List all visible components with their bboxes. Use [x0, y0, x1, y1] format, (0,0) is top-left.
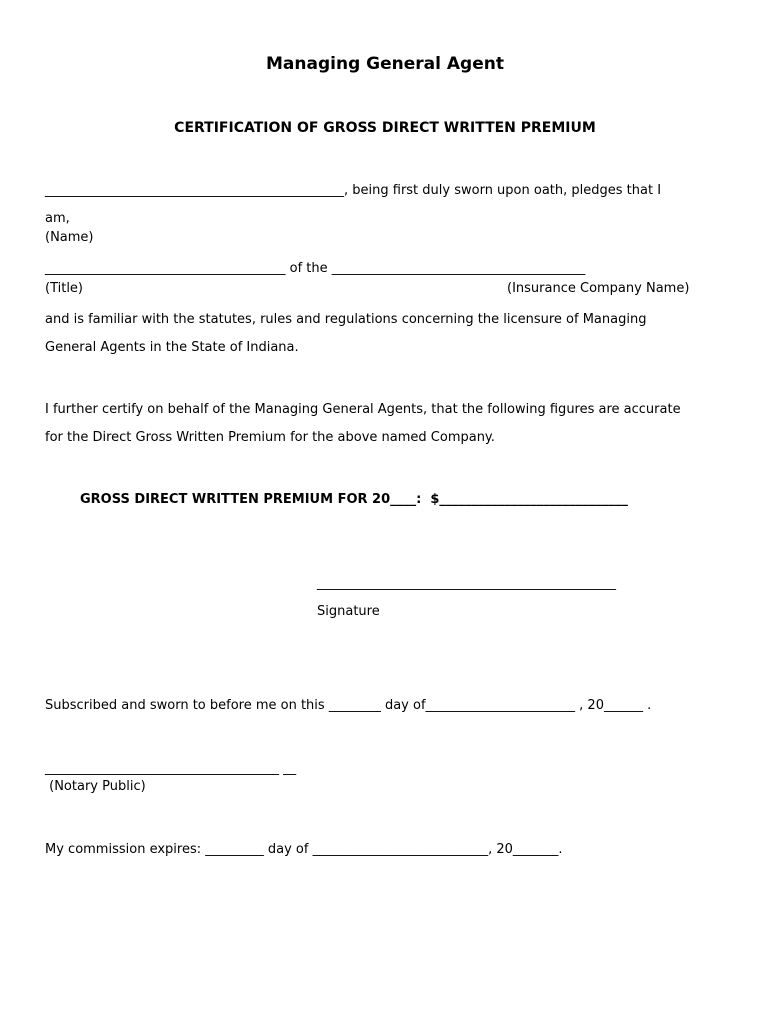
- name-label: (Name): [45, 230, 94, 245]
- notary-line: ____________________________________ __: [45, 761, 297, 776]
- oath-line-continuation: am,: [45, 211, 70, 226]
- title-label: (Title): [45, 281, 84, 296]
- document-subtitle: CERTIFICATION OF GROSS DIRECT WRITTEN PREMIUM: [174, 120, 596, 136]
- premium-line: GROSS DIRECT WRITTEN PREMIUM FOR 20____: $_____________________________: [80, 492, 628, 507]
- certify-line-1: I further certify on behalf of the Managing General Agents, that the following figures are accurate: [45, 402, 681, 417]
- subscribed-line: Subscribed and sworn to before me on this ________ day of_______________________ , 20______ .: [45, 698, 652, 713]
- familiar-line-2: General Agents in the State of Indiana.: [45, 340, 299, 355]
- commission-line: My commission expires: _________ day of ___________________________, 20_______.: [45, 842, 563, 857]
- company-label: (Insurance Company Name): [507, 281, 690, 296]
- certify-line-2: for the Direct Gross Written Premium for the above named Company.: [45, 430, 495, 445]
- oath-line: ______________________________________________, being first duly sworn upon oath, pledges that I: [45, 183, 662, 198]
- title-company-line: _____________________________________ of the _______________________________________: [45, 261, 586, 276]
- document-title: Managing General Agent: [266, 54, 504, 74]
- notary-label: (Notary Public): [45, 779, 146, 794]
- familiar-line-1: and is familiar with the statutes, rules and regulations concerning the licensure of Managing: [45, 312, 647, 327]
- signature-line: ______________________________________________: [317, 576, 616, 591]
- signature-label: Signature: [317, 604, 380, 619]
